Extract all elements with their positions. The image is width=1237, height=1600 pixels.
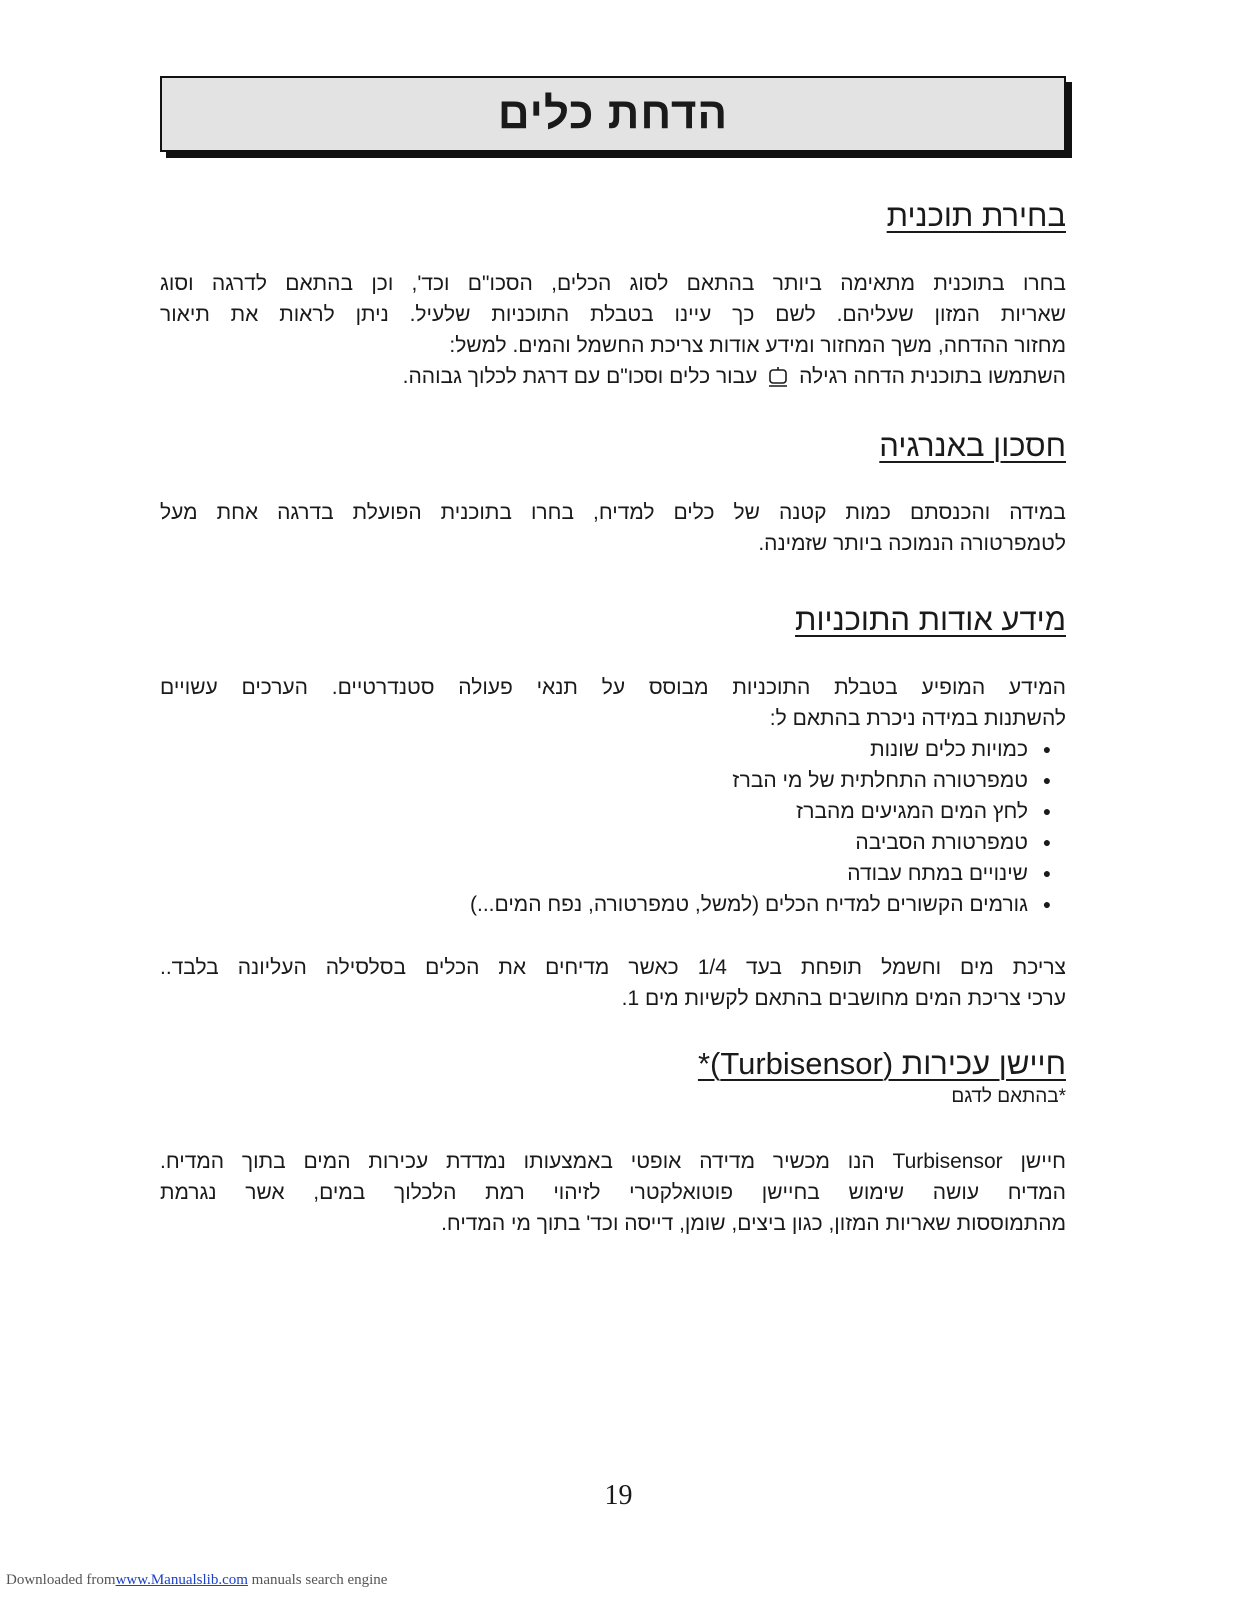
heading-turbisensor: חיישן עכירות (Turbisensor)* xyxy=(697,1046,1066,1081)
turbisensor-paragraph xyxy=(160,1146,1066,1239)
regular-wash-program-icon xyxy=(767,366,789,388)
model-note: *בהתאם לדגם xyxy=(951,1086,1066,1107)
paragraph-line: חיישן Turbisensor הנו מכשיר מדידה אופטי באמצעותו נמדדת עכירות המים בתוך המדיח. xyxy=(160,1150,1066,1173)
footer-prefix: Downloaded from xyxy=(6,1572,116,1588)
paragraph-line: לטמפרטורה הנמוכה ביותר שזמינה. xyxy=(758,532,1066,555)
list-item xyxy=(160,858,1066,889)
list-item-text: שינויים במתח עבודה xyxy=(847,862,1028,885)
list-item xyxy=(160,827,1066,858)
program-info-paragraph xyxy=(160,672,1066,920)
list-item xyxy=(160,734,1066,765)
bullet-dot-icon: ● xyxy=(1042,741,1052,757)
section-energy-saving xyxy=(160,426,1066,466)
energy-saving-paragraph xyxy=(160,497,1066,559)
section-program-info xyxy=(160,600,1066,640)
bullet-dot-icon: ● xyxy=(1042,803,1052,819)
section-turbisensor xyxy=(160,1044,1066,1110)
paragraph-line: להשתנות במידה ניכרת בהתאם ל: xyxy=(769,707,1066,730)
paragraph-line: מהתמוססות שאריות המזון, כגון ביצים, שומן, דייסה וכד' בתוך מי המדיח. xyxy=(441,1212,1066,1235)
paragraph-line: מחזור ההדחה, משך המחזור ומידע אודות צריכת החשמל והמים. למשל: xyxy=(449,334,1066,357)
list-item-text: גורמים הקשורים למדיח הכלים (למשל, טמפרטורה, נפח המים...) xyxy=(470,893,1028,916)
heading-program-info: מידע אודות התוכניות xyxy=(795,602,1066,637)
program-choice-paragraph xyxy=(160,268,1066,392)
example-text-after: עבור כלים וסכו"ם עם דרגת לכלוך גבוהה. xyxy=(402,365,758,388)
page-number: 19 xyxy=(604,1480,633,1511)
paragraph-line: במידה והכנסתם כמות קטנה של כלים למדיח, בחרו בתוכנית הפועלת בדרגה אחת מעל xyxy=(160,501,1066,524)
bullet-dot-icon: ● xyxy=(1042,772,1052,788)
list-item-text: לחץ המים המגיעים מהברז xyxy=(796,800,1028,823)
note-line: ערכי צריכת המים מחושבים בהתאם לקשיות מים 1. xyxy=(621,987,1066,1010)
bullet-dot-icon: ● xyxy=(1042,896,1052,912)
list-item-text: כמויות כלים שונות xyxy=(870,738,1028,761)
example-text-before: השתמשו בתוכנית הדחה רגילה xyxy=(799,365,1066,388)
bullet-dot-icon: ● xyxy=(1042,865,1052,881)
page-title: הדחת כלים xyxy=(497,89,729,138)
list-item-text: טמפרטורה התחלתית של מי הברז xyxy=(732,769,1028,792)
paragraph-line: המידע המופיע בטבלת התוכניות מבוסס על תנאי פעולה סטנדרטיים. הערכים עשויים xyxy=(160,676,1066,699)
list-item xyxy=(160,889,1066,920)
program-info-note xyxy=(160,952,1066,1014)
list-item xyxy=(160,765,1066,796)
footer-suffix: manuals search engine xyxy=(247,1572,388,1588)
manualslib-link[interactable]: www.Manualslib.com xyxy=(115,1572,248,1588)
section-program-choice xyxy=(160,196,1066,236)
bullet-list xyxy=(160,734,1066,920)
paragraph-line: שאריות המזון שעליהם. לשם כך עיינו בטבלת התוכניות שלעיל. ניתן לראות את תיאור xyxy=(160,303,1066,326)
heading-energy-saving: חסכון באנרגיה xyxy=(879,428,1066,463)
download-footer xyxy=(6,1572,387,1589)
title-box xyxy=(160,76,1066,152)
title-frame xyxy=(160,76,1066,152)
list-item xyxy=(160,796,1066,827)
paragraph-line: המדיח עושה שימוש בחיישן פוטואלקטרי לזיהוי רמת הלכלוך במים, אשר נגרמת xyxy=(160,1181,1066,1204)
note-line: צריכת מים וחשמל תופחת בעד 1/4 כאשר מדיחים את הכלים בסלסילה העליונה בלבד.. xyxy=(160,956,1066,979)
heading-program-choice: בחירת תוכנית xyxy=(886,198,1066,233)
bullet-dot-icon: ● xyxy=(1042,834,1052,850)
example-line xyxy=(160,361,1066,392)
paragraph-line: בחרו בתוכנית מתאימה ביותר בהתאם לסוג הכלים, הסכו"ם וכד', וכן בהתאם לדרגה וסוג xyxy=(160,272,1066,295)
list-item-text: טמפרטורת הסביבה xyxy=(855,831,1028,854)
